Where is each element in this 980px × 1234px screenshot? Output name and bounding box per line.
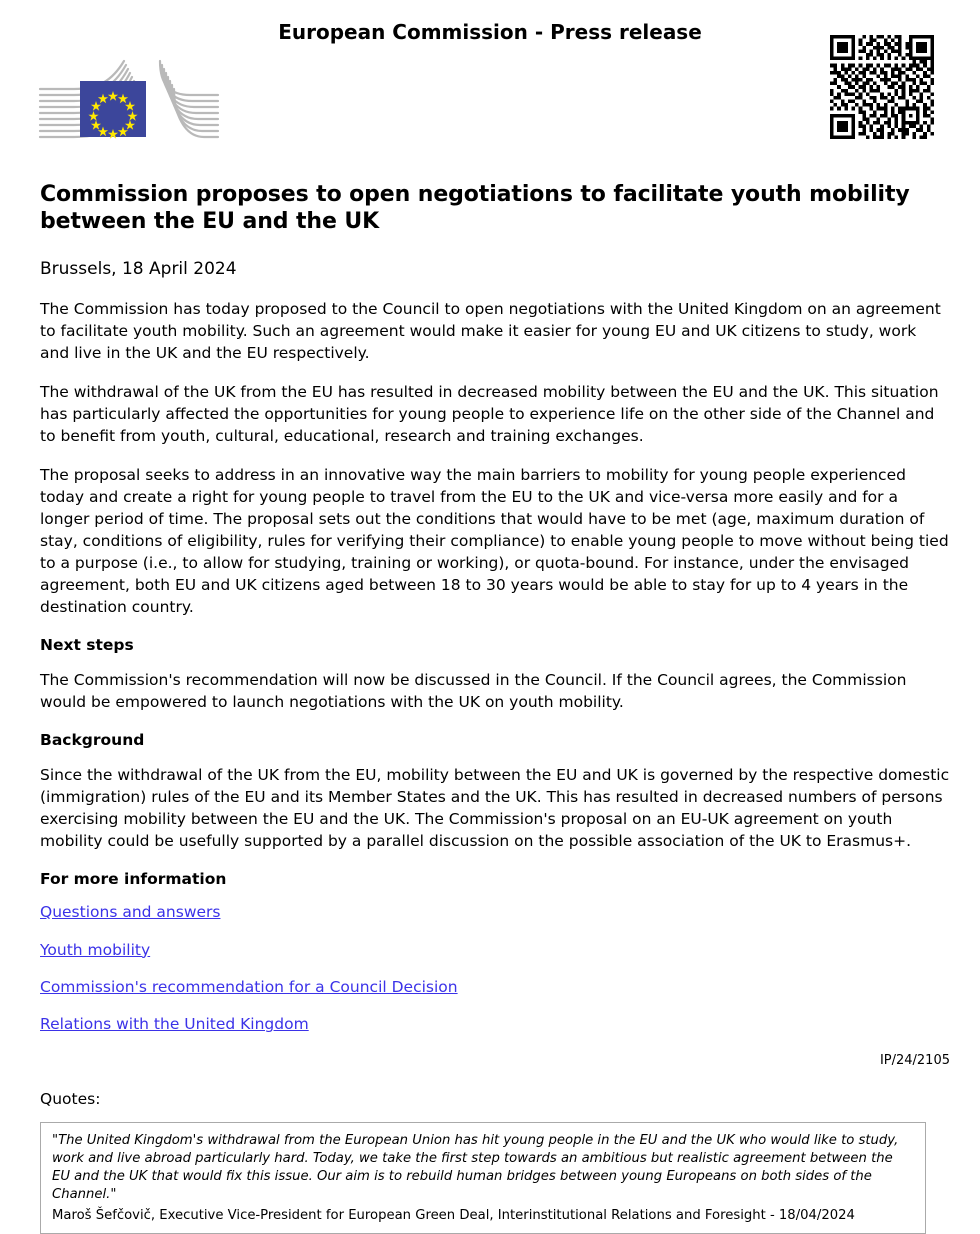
section-heading-background: Background	[40, 730, 145, 749]
link-relations-united-kingdom[interactable]: Relations with the United Kingdom	[40, 1015, 309, 1034]
dateline: Brussels, 18 April 2024	[40, 258, 237, 279]
quote-attribution: Maroš Šefčovič, Executive Vice-President for European Green Deal, Interinstitutional Relations and Foresight - 18/04/2024	[52, 1207, 855, 1223]
link-commission-recommendation[interactable]: Commission's recommendation for a Council Decision	[40, 977, 458, 996]
quotes-label: Quotes:	[40, 1089, 101, 1108]
qr-code	[830, 32, 934, 142]
quote-box	[40, 1122, 926, 1234]
european-commission-logo	[38, 55, 220, 145]
paragraph: The proposal seeks to address in an innovative way the main barriers to mobility for young people experienced today and create a right for young people to travel from the EU to the UK and vice-versa more easily and for a longer period of time. The proposal sets out the conditions that would have to be met (age, maximum duration of stay, conditions of eligibility, rules for verifying their compliance) to enable young people to move without being tied to a purpose (i.e., to allow for studying, training or working), or quota-bound. For instance, under the envisaged agreement, both EU and UK citizens aged between 18 to 30 years would be able to stay for up to 4 years in the destination country.	[40, 465, 949, 616]
paragraph: The Commission's recommendation will now be discussed in the Council. If the Council agrees, the Commission would be empowered to launch negotiations with the UK on youth mobility.	[40, 670, 907, 711]
page-title: European Commission - Press release	[278, 20, 702, 44]
press-release-body	[40, 182, 950, 1234]
press-release-title: Commission proposes to open negotiations to facilitate youth mobility between the EU and the UK	[40, 182, 910, 234]
page-header	[0, 0, 980, 160]
paragraph: The withdrawal of the UK from the EU has resulted in decreased mobility between the EU and the UK. This situation has particularly affected the opportunities for young people to experience life on the other side of the Channel and to benefit from youth, cultural, educational, research and training exchanges.	[40, 382, 939, 445]
paragraph: Since the withdrawal of the UK from the EU, mobility between the EU and UK is governed by the respective domestic (immigration) rules of the EU and its Member States and the UK. This has resulted in decreased numbers of persons exercising mobility between the EU and the UK. The Commission's proposal on an EU-UK agreement on youth mobility could be usefully supported by a parallel discussion on the possible association of the UK to Erasmus+.	[40, 766, 950, 851]
link-youth-mobility[interactable]: Youth mobility	[40, 940, 151, 959]
section-heading-more-information: For more information	[40, 870, 227, 889]
link-questions-and-answers[interactable]: Questions and answers	[40, 903, 221, 922]
section-heading-next-steps: Next steps	[40, 635, 134, 654]
reference-number: IP/24/2105	[879, 1052, 950, 1068]
paragraph: The Commission has today proposed to the Council to open negotiations with the United Kingdom on an agreement to facilitate youth mobility. Such an agreement would make it easier for young EU and UK citizens to study, work and live in the UK and the EU respectively.	[40, 299, 941, 362]
link-list	[40, 903, 950, 1035]
quote-text: "The United Kingdom's withdrawal from the European Union has hit young people in the EU and the UK who would like to study, work and live abroad particularly hard. Today, we take the first step towards an ambitious but realistic agreement between the EU and the UK that would fix this issue. Our aim is to rebuild human bridges between young Europeans on both sides of the Channel."	[52, 1132, 899, 1203]
